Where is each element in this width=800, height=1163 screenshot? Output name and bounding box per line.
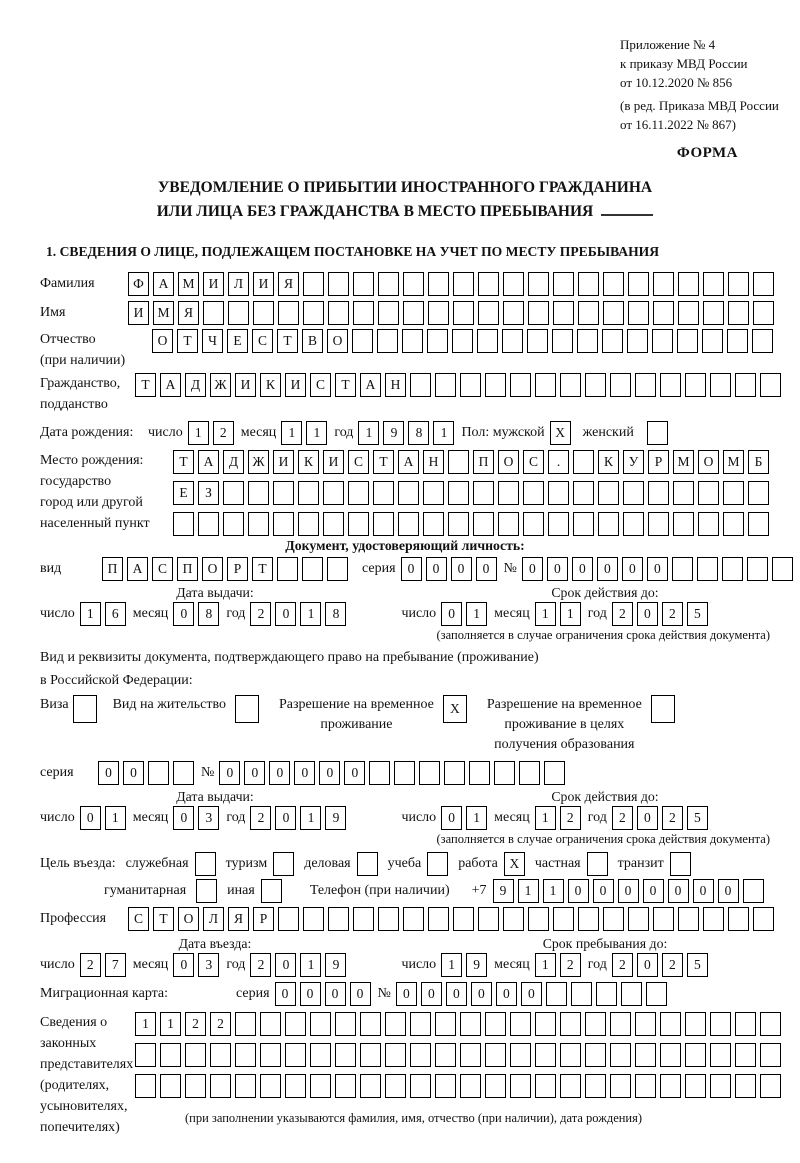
identity-doc-heading: Документ, удостоверяющий личность: (285, 537, 525, 553)
purpose-humanitarian-label: гуманитарная (104, 882, 187, 898)
birth-month-cells[interactable]: 1 1 (281, 421, 327, 445)
purpose-other-checkbox[interactable] (261, 879, 282, 903)
residence-doc-heading-line-2: в Российской Федерации: (40, 673, 193, 689)
purpose-tourism-label: туризм (225, 855, 268, 871)
given-name-cells[interactable]: И М Я (128, 301, 774, 325)
visa-option (40, 695, 97, 723)
residence-permit-label: Вид на жительство (112, 696, 226, 712)
residence-doc-series-row (40, 761, 770, 785)
doc-series-label: серия (362, 560, 396, 576)
entry-purpose-row (40, 852, 770, 876)
purpose-business-label: деловая (304, 855, 351, 871)
sex-male-checkbox[interactable]: X (550, 421, 571, 445)
purpose-business-checkbox[interactable] (357, 852, 378, 876)
visa-label: Виза (40, 696, 69, 712)
month-label: месяц (240, 424, 277, 440)
doc-issue-year-cells[interactable]: 2 0 1 8 (250, 602, 346, 626)
entry-year-cells[interactable]: 2 0 1 9 (250, 953, 346, 977)
visa-checkbox[interactable] (73, 695, 97, 723)
purpose-official-label: служебная (125, 855, 189, 871)
res-valid-year-cells[interactable]: 2 0 2 5 (612, 806, 708, 830)
doc-series-cells[interactable]: 0 0 0 0 (401, 557, 497, 581)
doc-number-sign: № (503, 560, 517, 576)
stay-until-label: Срок пребывания до: (542, 935, 668, 951)
purpose-tourism-checkbox[interactable] (273, 852, 294, 876)
phone-label: Телефон (при наличии) (309, 882, 450, 898)
purpose-study-label: учеба (387, 855, 422, 871)
res-issue-year-cells[interactable]: 2 0 1 9 (250, 806, 346, 830)
birth-date-row (40, 421, 770, 445)
res-issue-month-cells[interactable]: 0 3 (173, 806, 219, 830)
form-title (40, 176, 770, 224)
entry-month-cells[interactable]: 0 3 (173, 953, 219, 977)
citizenship-label: Гражданство, подданство (40, 375, 121, 412)
birth-place-cells-row-3[interactable] (173, 512, 769, 536)
representatives-cells-row-3[interactable] (135, 1074, 781, 1098)
citizenship-row (40, 373, 770, 415)
stay-year-cells[interactable]: 2 0 2 5 (612, 953, 708, 977)
res-issue-day-cells[interactable]: 0 1 (80, 806, 126, 830)
doc-type-cells[interactable]: П А С П О Р Т (102, 557, 348, 581)
migration-card-label: Миграционная карта: (40, 985, 169, 1001)
annex-header (620, 36, 800, 135)
representatives-cells-row-2[interactable] (135, 1043, 781, 1067)
birth-place-cells-row-2[interactable]: Е З (173, 481, 769, 505)
doc-dates-row: число 1 6 месяц 0 8 год 2 0 1 8 число 0 1 месяц 1 1 год 2 0 2 5 (40, 602, 770, 626)
doc-type-label: вид (40, 560, 62, 576)
purpose-other-label: иная (227, 882, 255, 898)
res-number-cells[interactable]: 0 0 0 0 0 0 (219, 761, 565, 785)
stay-day-cells[interactable]: 1 9 (441, 953, 487, 977)
birth-place-label: Место рождения: государство город или другой населенный пункт (40, 452, 150, 531)
res-series-cells[interactable]: 0 0 (98, 761, 194, 785)
birth-place-cells-row-1[interactable]: Т А Д Ж И К И С Т А Н П О С . К У Р М О М Б (173, 450, 769, 474)
surname-label: Фамилия (40, 275, 95, 291)
phone-prefix: +7 (471, 882, 487, 898)
purpose-official-checkbox[interactable] (195, 852, 216, 876)
doc-dates-header (40, 585, 770, 601)
surname-cells[interactable]: Ф А М И Л И Я (128, 272, 774, 296)
section1-heading: 1. СВЕДЕНИЯ О ЛИЦЕ, ПОДЛЕЖАЩЕМ ПОСТАНОВКЕ НА УЧЕТ ПО МЕСТУ ПРЕБЫВАНИЯ (46, 243, 660, 259)
temp-residence-edu-option (487, 695, 675, 755)
purpose-transit-label: транзит (617, 855, 664, 871)
mig-number-cells[interactable]: 0 0 0 0 0 0 (396, 982, 667, 1006)
residence-permit-option (113, 695, 259, 723)
sex-male-label: Пол: мужской (461, 424, 545, 440)
residence-doc-type-row (40, 695, 770, 755)
res-dates-row: число 0 1 месяц 0 3 год 2 0 1 9 число 0 1 месяц 1 2 год 2 0 2 5 (40, 806, 770, 830)
birth-place-block (40, 450, 770, 536)
doc-valid-until-label: Срок действия до: (551, 584, 659, 600)
representatives-label: Сведения о законных представителях (родителях, усыновителях, попечителях) (40, 1014, 134, 1135)
doc-valid-month-cells[interactable]: 1 1 (535, 602, 581, 626)
purpose-label: Цель въезда: (40, 855, 116, 871)
day-label: число (148, 424, 183, 440)
stay-month-cells[interactable]: 1 2 (535, 953, 581, 977)
entry-day-cells[interactable]: 2 7 (80, 953, 126, 977)
res-validity-note: (заполняется в случае ограничения срока действия документа) (436, 831, 770, 846)
res-valid-until-label: Срок действия до: (551, 788, 659, 804)
form-body (40, 272, 770, 1138)
doc-valid-day-cells[interactable]: 0 1 (441, 602, 487, 626)
surname-row (40, 272, 770, 296)
identity-doc-row (40, 557, 770, 581)
res-dates-header (40, 789, 770, 805)
entry-dates-header (40, 936, 770, 952)
purpose-private-label: частная (534, 855, 581, 871)
mig-series-cells[interactable]: 0 0 0 0 (275, 982, 371, 1006)
representatives-cells-row-1[interactable]: 1 1 2 2 (135, 1012, 781, 1036)
res-valid-day-cells[interactable]: 0 1 (441, 806, 487, 830)
birth-year-cells[interactable]: 1 9 8 1 (358, 421, 454, 445)
purpose-humanitarian-checkbox[interactable] (196, 879, 217, 903)
profession-label: Профессия (40, 910, 107, 926)
annex-line-3: от 10.12.2020 № 856 (620, 74, 733, 90)
purpose-row-2 (104, 879, 770, 903)
annex-line-4: (в ред. Приказа МВД России (620, 97, 779, 113)
annex-line-2: к приказу МВД России (620, 55, 748, 71)
sex-female-label: женский (582, 424, 634, 440)
birth-date-label: Дата рождения: (40, 424, 134, 440)
year-label: год (334, 424, 354, 440)
temp-residence-checkbox[interactable]: X (443, 695, 467, 723)
patronymic-cells[interactable]: О Т Ч Е С Т В О (152, 329, 773, 353)
residence-permit-checkbox[interactable] (235, 695, 259, 723)
purpose-study-checkbox[interactable] (427, 852, 448, 876)
res-series-label: серия (40, 764, 74, 780)
citizenship-cells[interactable]: Т А Д Ж И К И С Т А Н (135, 373, 781, 397)
doc-issue-day-cells[interactable]: 1 6 (80, 602, 126, 626)
migration-card-row (40, 982, 770, 1006)
residence-doc-heading-line-1: Вид и реквизиты документа, подтверждающего право на пребывание (проживание) (40, 649, 539, 665)
temp-residence-label: Разрешение на временное проживание (278, 696, 434, 732)
temp-residence-option (279, 695, 467, 735)
given-name-row (40, 301, 770, 325)
doc-number-cells[interactable]: 0 0 0 0 0 0 (522, 557, 793, 581)
patronymic-row (40, 329, 770, 371)
phone-cells[interactable]: 9 1 1 0 0 0 0 0 0 0 (493, 879, 764, 903)
form-title-line-1: УВЕДОМЛЕНИЕ О ПРИБЫТИИ ИНОСТРАННОГО ГРАЖДАНИНА (157, 178, 653, 196)
form-title-line-2: ИЛИ ЛИЦА БЕЗ ГРАЖДАНСТВА В МЕСТО ПРЕБЫВАНИЯ (40, 200, 770, 224)
temp-residence-edu-checkbox[interactable] (651, 695, 675, 723)
profession-row (40, 907, 770, 931)
res-valid-month-cells[interactable]: 1 2 (535, 806, 581, 830)
birth-day-cells[interactable]: 1 2 (188, 421, 234, 445)
mig-number-sign: № (377, 985, 391, 1001)
representatives-note: (при заполнении указываются фамилия, имя, отчество (при наличии), дата рождения) (185, 1110, 643, 1125)
purpose-work-label: работа (458, 855, 498, 871)
purpose-transit-checkbox[interactable] (670, 852, 691, 876)
doc-valid-year-cells[interactable]: 2 0 2 5 (612, 602, 708, 626)
forma-label: ФОРМА (676, 144, 738, 161)
res-issue-date-label: Дата выдачи: (176, 788, 254, 804)
representatives-block (40, 1012, 770, 1138)
entry-dates-row: число 2 7 месяц 0 3 год 2 0 1 9 число 1 9 месяц 1 2 год 2 0 2 5 (40, 953, 770, 977)
doc-issue-date-label: Дата выдачи: (176, 584, 254, 600)
doc-validity-note: (заполняется в случае ограничения срока действия документа) (436, 627, 770, 642)
doc-issue-month-cells[interactable]: 0 8 (173, 602, 219, 626)
mig-series-label: серия (236, 985, 270, 1001)
purpose-private-checkbox[interactable] (587, 852, 608, 876)
profession-cells[interactable]: С Т О Л Я Р (128, 907, 774, 931)
entry-date-label: Дата въезда: (178, 935, 252, 951)
temp-residence-edu-label: Разрешение на временное проживание в целях получения образования (486, 696, 642, 752)
purpose-work-checkbox[interactable]: X (504, 852, 525, 876)
patronymic-label: Отчество (при наличии) (40, 331, 126, 368)
given-name-label: Имя (40, 304, 66, 320)
annex-line-1: Приложение № 4 (620, 37, 716, 52)
sex-female-checkbox[interactable] (647, 421, 668, 445)
title-blank-line[interactable] (601, 214, 653, 216)
res-number-sign: № (201, 764, 215, 780)
annex-line-5: от 16.11.2022 № 867) (620, 116, 737, 132)
